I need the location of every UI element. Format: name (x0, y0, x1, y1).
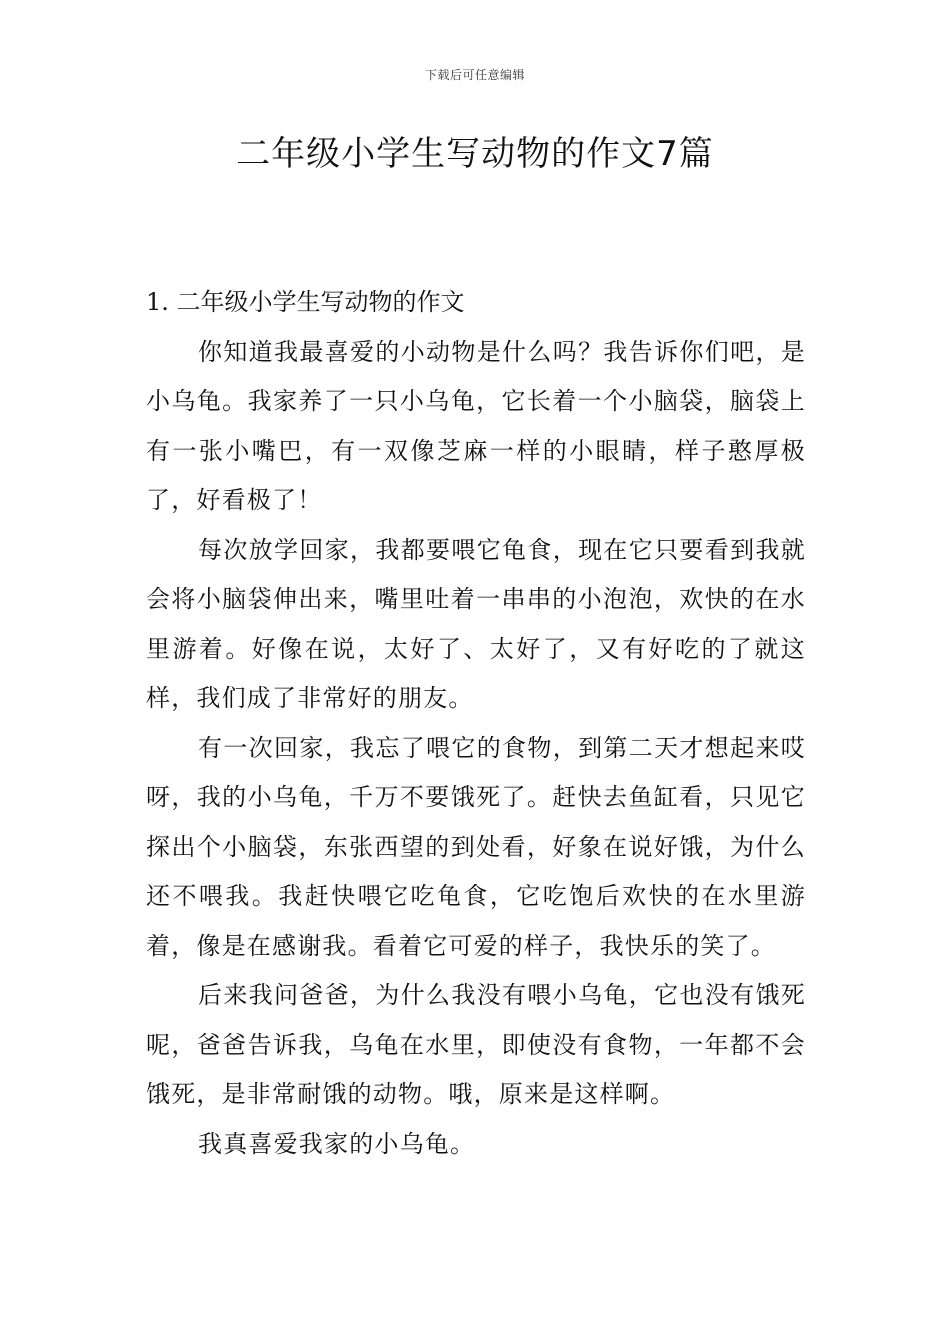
paragraph-3: 有一次回家，我忘了喂它的食物，到第二天才想起来哎呀，我的小乌龟，千万不要饿死了。赶快去鱼缸看，只见它探出个小脑袋，东张西望的到处看，好象在说好饿，为什么还不喂我。我赶快喂它吃龟食，它吃饱后欢快的在水里游着，像是在感谢我。看着它可爱的样子，我快乐的笑了。 (146, 733, 806, 960)
document-title: 二年级小学生写动物的作文7篇 (236, 134, 714, 174)
paragraph-1: 你知道我最喜爱的小动物是什么吗？我告诉你们吧，是小乌龟。我家养了一只小乌龟，它长着一个小脑袋，脑袋上有一张小嘴巴，有一双像芝麻一样的小眼睛，样子憨厚极了，好看极了！ (146, 337, 806, 514)
paragraph-2: 每次放学回家，我都要喂它龟食，现在它只要看到我就会将小脑袋伸出来，嘴里吐着一串串的小泡泡，欢快的在水里游着。好像在说，太好了、太好了，又有好吃的了就这样，我们成了非常好的朋友。 (146, 535, 806, 712)
paragraph-4: 后来我问爸爸，为什么我没有喂小乌龟，它也没有饿死呢，爸爸告诉我，乌龟在水里，即使没有食物，一年都不会饿死，是非常耐饿的动物。哦，原来是这样啊。 (146, 981, 806, 1108)
section-heading: 1. 二年级小学生写动物的作文 (146, 288, 465, 316)
article-body (146, 278, 806, 1169)
paragraph-5: 我真喜爱我家的小乌龟。 (198, 1129, 476, 1158)
header-note: 下载后可任意编辑 (424, 68, 525, 82)
